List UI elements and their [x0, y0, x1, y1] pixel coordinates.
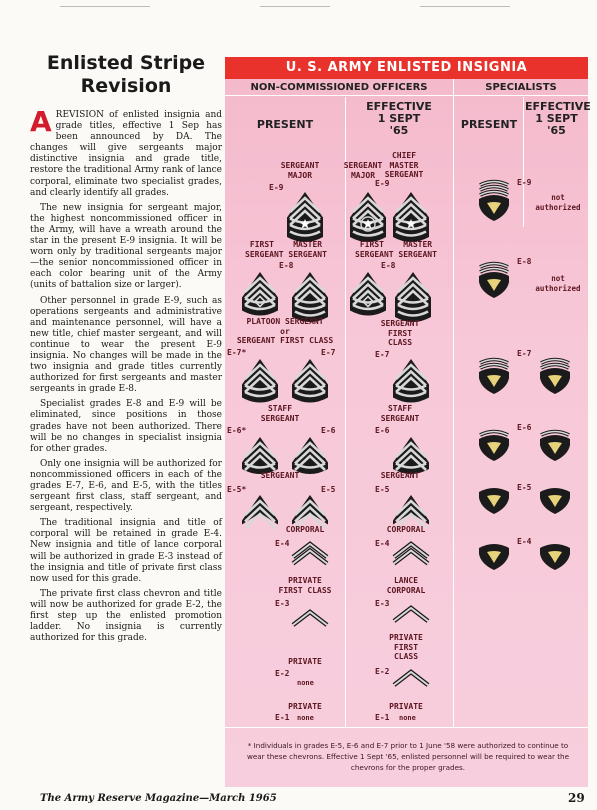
specialist-e6-insignia	[477, 427, 511, 462]
label-grade: E-1	[375, 713, 390, 722]
label-e8-present-title: FIRST MASTER SERGEANT SERGEANT	[245, 240, 327, 259]
spec-e9-not-authorized: not authorized	[535, 193, 581, 212]
sergeant-major-wreath-chevron	[348, 190, 388, 245]
label-e6-present-title: STAFF SERGEANT	[260, 404, 300, 423]
divider	[225, 95, 588, 96]
label-grade: E-5*	[227, 485, 247, 494]
label-e1-eff-title: PRIVATE	[389, 702, 423, 711]
divider	[225, 727, 588, 728]
divider	[523, 97, 524, 227]
label-e3-eff-title: LANCE CORPORAL	[386, 576, 426, 595]
label-grade: E-6	[321, 426, 336, 435]
label-none: none	[297, 714, 314, 722]
divider	[345, 97, 346, 727]
label-none: none	[297, 679, 314, 687]
specialists-header: SPECIALISTS	[485, 82, 557, 93]
label-e7-present-title: PLATOON SERGEANT or SERGEANT FIRST CLASS	[236, 317, 334, 345]
label-grade: E-4	[375, 539, 390, 548]
label-grade: E-8	[381, 261, 396, 270]
sergeant-chevron	[240, 493, 280, 529]
col-present: PRESENT	[256, 118, 314, 131]
sergeant-chevron	[290, 493, 330, 529]
label-grade: E-9	[517, 178, 532, 187]
label-e2-present-title: PRIVATE	[288, 657, 322, 666]
label-grade: E-4	[517, 537, 532, 546]
specialist-e5-insignia	[477, 485, 511, 515]
private-first-class-chevron	[290, 609, 330, 627]
sergeant-major-chevron	[285, 190, 325, 245]
specialist-e9-insignia	[477, 177, 511, 222]
label-e9-eff-sgm: SERGEANT MAJOR	[343, 161, 383, 180]
label-e4-eff-title: CORPORAL	[386, 525, 426, 534]
label-grade: E-8	[517, 257, 532, 266]
article-paragraph-2: The new insignia for sergeant major, the highest noncommissioned officer in the Army, will have a wreath around the star in the present E-9 insignia. It will be worn only by traditional sergeants major—the senior noncommissioned officer in each color bearing unit of the Army (units of battalion size or larger).	[30, 202, 222, 291]
label-grade: E-7	[375, 350, 390, 359]
label-grade: E-4	[275, 539, 290, 548]
label-grade: E-5	[321, 485, 336, 494]
label-grade: E-6	[517, 423, 532, 432]
label-grade: E-7*	[227, 348, 247, 357]
article-headline: Enlisted Stripe Revision	[46, 52, 206, 97]
page-number: 29	[568, 791, 585, 805]
label-grade: E-9	[269, 183, 284, 192]
col-effective: EFFECTIVE 1 SEPT '65	[366, 100, 432, 137]
col-spec-present: PRESENT	[460, 118, 518, 131]
article-paragraph-7: The private first class chevron and title will now be authorized for grade E-2, the first step up the enlisted promotion ladder. No insignia is currently authorized for this grade.	[30, 588, 222, 644]
private-first-class-chevron	[391, 669, 431, 687]
label-grade: E-1	[275, 713, 290, 722]
insignia-chart	[225, 57, 591, 787]
corporal-chevron	[391, 541, 431, 566]
specialist-e4-insignia	[538, 541, 572, 571]
label-e9-eff-cms: CHIEF MASTER SERGEANT	[384, 151, 424, 179]
publication-footer: The Army Reserve Magazine—March 1965	[40, 793, 277, 804]
label-grade: E-7	[517, 349, 532, 358]
label-e7-eff-title: SERGEANT FIRST CLASS	[380, 319, 420, 347]
top-rule-right	[420, 6, 510, 7]
chart-title: U. S. ARMY ENLISTED INSIGNIA	[225, 57, 588, 79]
specialist-e8-insignia	[477, 259, 511, 299]
label-grade: E-6*	[227, 426, 247, 435]
label-grade: E-2	[275, 669, 290, 678]
chief-master-sergeant-chevron	[391, 190, 431, 245]
chart-footnote: * Individuals in grades E-5, E-6 and E-7 prior to 1 June '58 were authorized to continue to wear these chevrons. Effective 1 Sept '65, enlisted personnel will be required to wear the chevrons for the proper grades.	[246, 741, 570, 772]
drop-cap: A	[30, 105, 52, 138]
label-grade: E-5	[517, 483, 532, 492]
label-e5-present-title: SERGEANT	[260, 471, 300, 480]
label-e2-eff-title: PRIVATE FIRST CLASS	[389, 633, 423, 661]
label-e6-eff-title: STAFF SERGEANT	[380, 404, 420, 423]
specialist-e7-insignia	[477, 355, 511, 395]
col-spec-effective: EFFECTIVE 1 SEPT '65	[525, 100, 591, 137]
label-grade: E-7	[321, 348, 336, 357]
article-paragraph-3: Other personnel in grade E-9, such as operations sergeants and administrative and maintenance personnel, will have a new title, chief master sergeant, and will continue to wear the present E-9 insignia. No changes will be made in the two insignia and grade titles currently authorized for first sergeants and master sergeants in grade E-8.	[30, 295, 222, 395]
corporal-chevron	[290, 541, 330, 566]
article-paragraph-5: Only one insignia will be authorized for noncommissioned officers in each of the grades E-7, E-6, and E-5, with the titles sergeant first class, staff sergeant, and sergeant, respectively.	[30, 458, 222, 514]
label-grade: E-3	[275, 599, 290, 608]
article-paragraph-1: AREVISION of enlisted insignia and grade titles, effective 1 Sep has been announced by DA. The changes will give sergeants major distinctive insignia and grade title, restore the traditional Army rank of lance corporal, eliminate two specialist grades, and clearly identify all grades.	[30, 105, 222, 198]
sergeant-first-class-chevron	[290, 357, 330, 406]
label-e1-present-title: PRIVATE	[288, 702, 322, 711]
specialist-e7-insignia	[538, 355, 572, 395]
label-grade: E-8	[279, 261, 294, 270]
divider	[453, 79, 454, 727]
specialist-e5-insignia	[538, 485, 572, 515]
label-grade: E-6	[375, 426, 390, 435]
master-sergeant-chevron	[393, 270, 433, 325]
platoon-sergeant-chevron	[240, 357, 280, 406]
label-e3-present-title: PRIVATE FIRST CLASS	[278, 576, 332, 595]
article-column	[30, 52, 222, 648]
label-grade: E-5	[375, 485, 390, 494]
top-rule-mid	[260, 6, 330, 7]
label-e4-present-title: CORPORAL	[285, 525, 325, 534]
label-e5-eff-title: SERGEANT	[380, 471, 420, 480]
article-paragraph-6: The traditional insignia and title of corporal will be retained in grade E-4. New insignia and title of lance corporal will be authorized in grade E-3 instead of the insignia and title of private first class now used for this grade.	[30, 518, 222, 584]
first-sergeant-chevron	[240, 270, 280, 319]
first-sergeant-chevron	[348, 270, 388, 319]
specialist-e4-insignia	[477, 541, 511, 571]
sergeant-chevron	[391, 493, 431, 529]
spec-e8-not-authorized: not authorized	[535, 274, 581, 293]
label-grade: E-3	[375, 599, 390, 608]
nco-header: NON-COMMISSIONED OFFICERS	[250, 82, 428, 93]
specialist-e6-insignia	[538, 427, 572, 462]
article-paragraph-4: Specialist grades E-8 and E-9 will be eliminated, since positions in those grades have not been authorized. There will be no changes in specialist insignia for other grades.	[30, 399, 222, 454]
label-e8-eff-title: FIRST MASTER SERGEANT SERGEANT	[355, 240, 437, 259]
label-e9-present-title: SERGEANT MAJOR	[280, 161, 320, 180]
label-grade: E-9	[375, 179, 390, 188]
sergeant-first-class-chevron	[391, 357, 431, 406]
label-none: none	[399, 714, 416, 722]
lance-corporal-chevron	[391, 605, 431, 623]
top-rule-left	[60, 6, 150, 7]
label-grade: E-2	[375, 667, 390, 676]
